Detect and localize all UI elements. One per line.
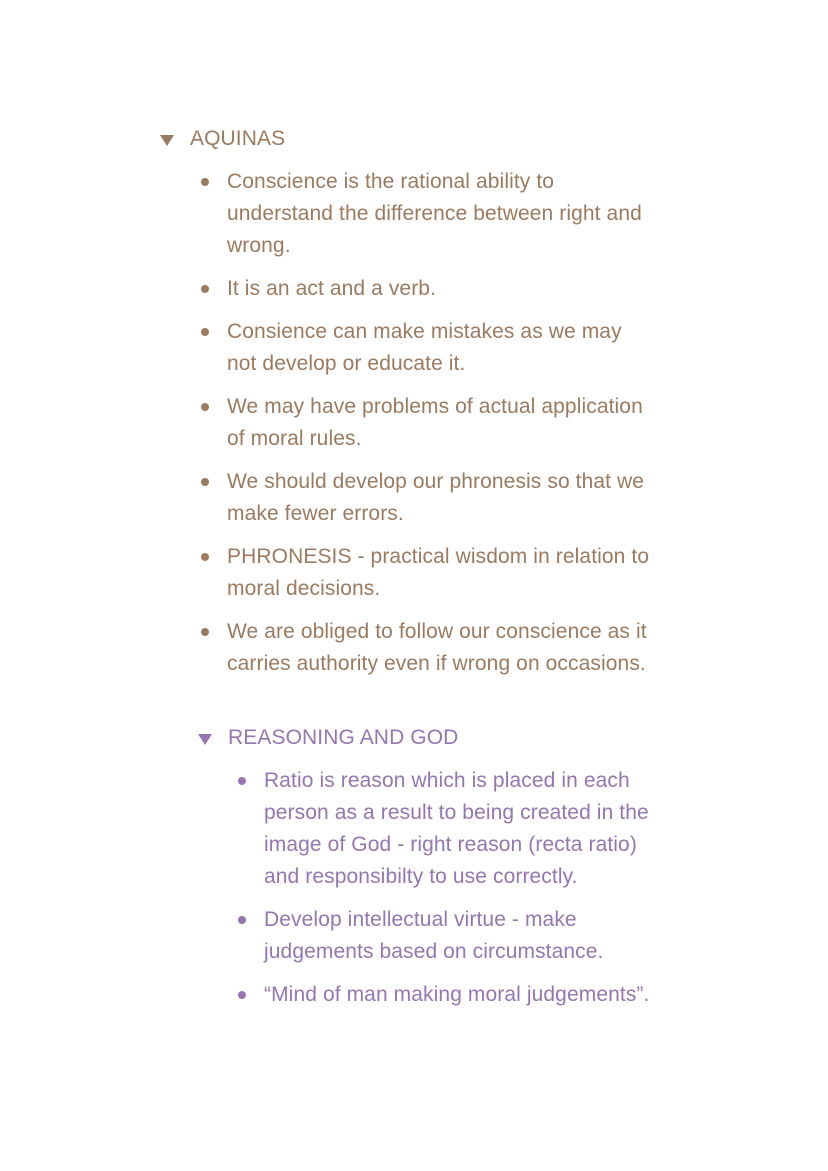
- list-item-text: We should develop our phronesis so that we make fewer errors.: [227, 470, 645, 525]
- triangle-down-icon[interactable]: [160, 135, 174, 146]
- section-title-reasoning-and-god: REASONING AND GOD: [228, 726, 459, 749]
- bullet-dot-icon: [201, 553, 209, 561]
- list-item: [201, 166, 651, 262]
- list-item: [201, 391, 651, 455]
- bullet-dot-icon: [201, 478, 209, 486]
- bullet-dot-icon: [201, 178, 209, 186]
- bullet-dot-icon: [201, 328, 209, 336]
- list-item-text: Conscience is the rational ability to understand the difference between right and wrong.: [227, 170, 642, 257]
- list-item: [238, 765, 658, 893]
- triangle-down-icon[interactable]: [198, 734, 212, 745]
- list-item: [201, 273, 651, 305]
- list-item-text: Develop intellectual virtue - make judgements based on circumstance.: [264, 908, 604, 963]
- section-title-aquinas: AQUINAS: [190, 127, 286, 150]
- list-item-text: Consience can make mistakes as we may not develop or educate it.: [227, 320, 622, 375]
- reasoning-bullet-list: [238, 765, 658, 1022]
- list-item: [201, 616, 651, 680]
- list-item: [201, 466, 651, 530]
- bullet-dot-icon: [201, 628, 209, 636]
- bullet-dot-icon: [238, 777, 246, 785]
- bullet-dot-icon: [238, 916, 246, 924]
- list-item-text: PHRONESIS - practical wisdom in relation to moral decisions.: [227, 545, 650, 600]
- list-item: [201, 541, 651, 605]
- aquinas-bullet-list: [201, 166, 651, 691]
- list-item-text: Ratio is reason which is placed in each person as a result to being created in the image of God - right reason (recta ratio) and responsibilty to use correctly.: [264, 769, 649, 888]
- list-item: [238, 904, 658, 968]
- list-item: [201, 316, 651, 380]
- section-toggle-aquinas[interactable]: [160, 123, 285, 155]
- list-item: [238, 979, 658, 1011]
- bullet-dot-icon: [201, 285, 209, 293]
- list-item-text: “Mind of man making moral judgements”.: [264, 983, 650, 1006]
- bullet-dot-icon: [238, 991, 246, 999]
- list-item-text: We may have problems of actual application of moral rules.: [227, 395, 643, 450]
- list-item-text: We are obliged to follow our conscience as it carries authority even if wrong on occasions.: [227, 620, 647, 675]
- list-item-text: It is an act and a verb.: [227, 277, 437, 300]
- bullet-dot-icon: [201, 403, 209, 411]
- section-toggle-reasoning-and-god[interactable]: [198, 722, 458, 754]
